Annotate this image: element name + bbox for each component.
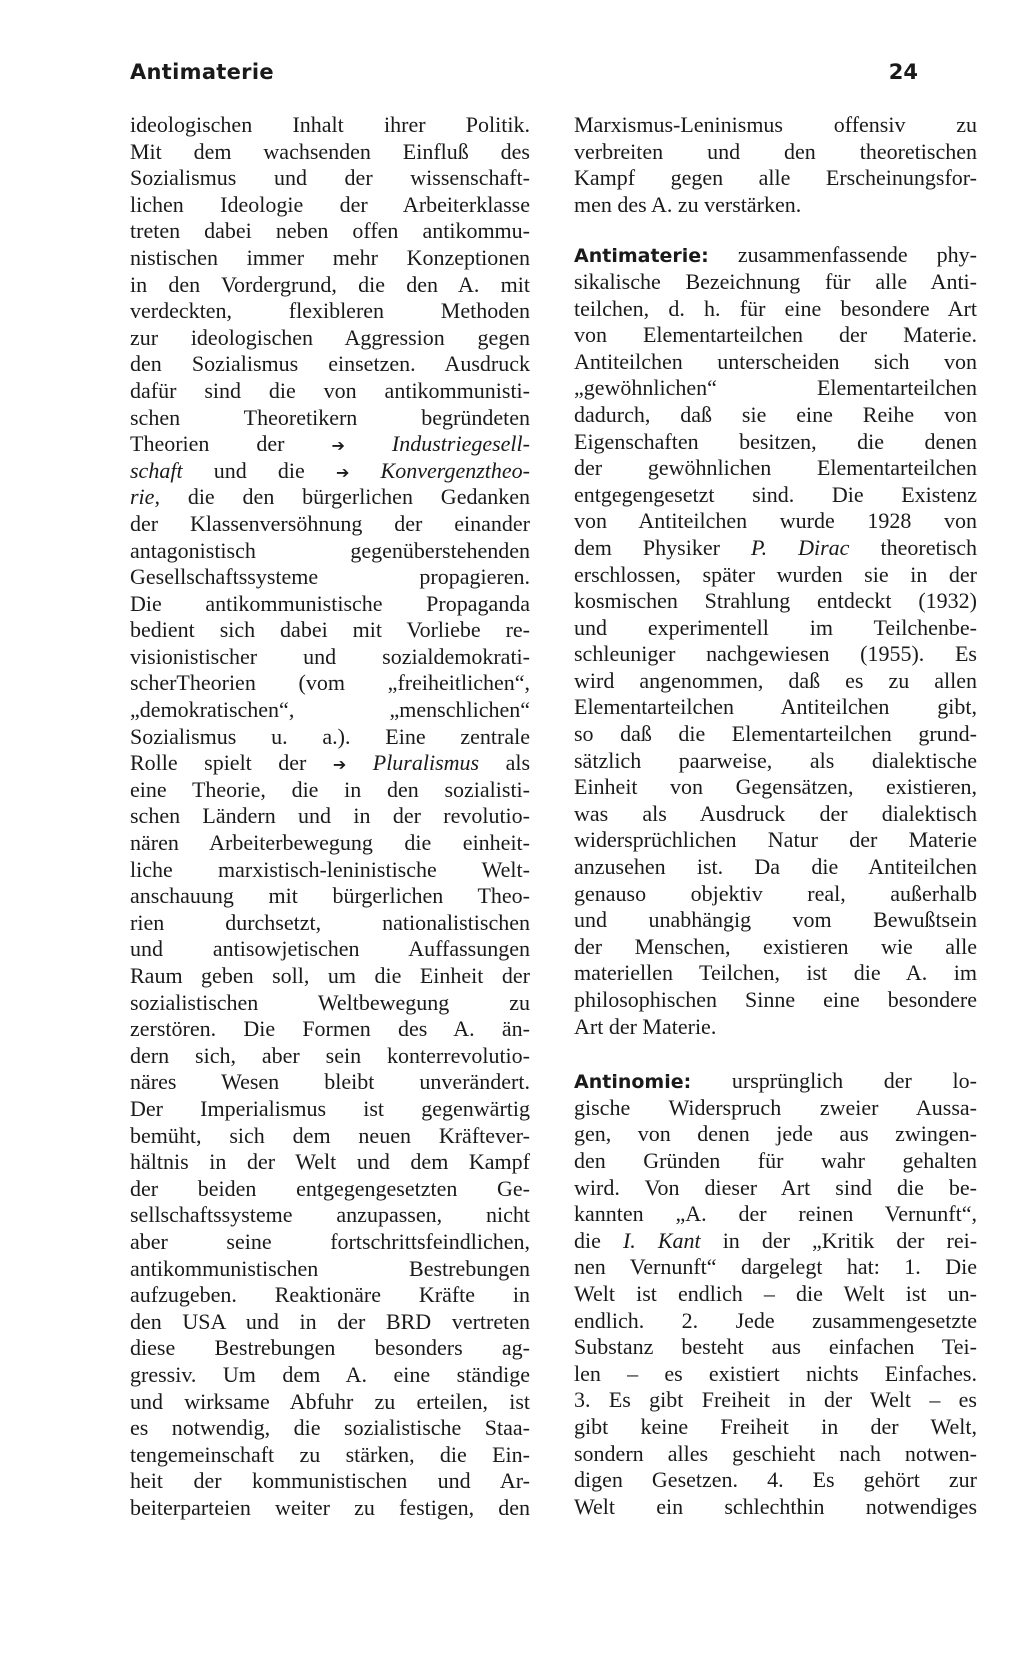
entry-continuation xyxy=(574,112,977,218)
text-segment: Rolle spielt der xyxy=(130,750,307,776)
text-line: Eigenschaften besitzen, die denen xyxy=(574,428,977,454)
text-line: aufzugeben. Reaktionäre Kräfte in xyxy=(130,1282,530,1308)
entry-first-line xyxy=(574,242,977,269)
text-line: dern sich, aber sein konterrevolutio- xyxy=(130,1042,530,1068)
text-line: schen Ländern und in der revolutio- xyxy=(130,803,530,829)
text-line: den Sozialismus einsetzen. Ausdruck xyxy=(130,351,530,377)
text-line: dafür sind die von antikommunisti- xyxy=(130,377,530,403)
text-line: gen, von denen jede aus zwingen- xyxy=(574,1121,977,1147)
text-line: heit der kommunistischen und Ar- xyxy=(130,1468,530,1494)
entry-spacer xyxy=(574,1040,977,1068)
text-line: sozialistischen Weltbewegung zu xyxy=(130,989,530,1015)
text-line: treten dabei neben offen antikommu- xyxy=(130,218,530,244)
text-segment: und die xyxy=(213,457,305,483)
text-line: erschlossen, später wurden sie in der xyxy=(574,561,977,587)
text-line: schleuniger nachgewiesen (1955). Es xyxy=(574,641,977,667)
text-line: es notwendig, die sozialistische Staa- xyxy=(130,1415,530,1441)
entry-spacer xyxy=(574,218,977,242)
cross-reference-arrow-icon: ➔ xyxy=(332,755,347,775)
text-line: Gesellschaftssysteme propagieren. xyxy=(130,564,530,590)
text-line: und unabhängig vom Bewußtsein xyxy=(574,907,977,933)
text-line: den USA und in der BRD vertreten xyxy=(130,1308,530,1334)
text-line: schen Theoretikern begründeten xyxy=(130,404,530,430)
text-line: der Klassenversöhnung der einander xyxy=(130,510,530,536)
text-line: scherTheorien (vom „freiheitlichen“, xyxy=(130,670,530,696)
text-line: anschauung mit bürgerlichen Theo- xyxy=(130,883,530,909)
text-line: den Gründen für wahr gehalten xyxy=(574,1147,977,1173)
person-name-dirac: P. Dirac xyxy=(750,534,850,560)
text-line: verbreiten und den theoretischen xyxy=(574,138,977,164)
entry-first-line xyxy=(574,1068,977,1095)
text-line: der gewöhnlichen Elementarteilchen xyxy=(574,455,977,481)
text-segment: in der „Kritik der rei- xyxy=(722,1227,978,1253)
text-line: 3. Es gibt Freiheit in der Welt – es xyxy=(574,1387,977,1413)
text-line: liche marxistisch-leninistische Welt- xyxy=(130,856,530,882)
text-line: bedient sich dabei mit Vorliebe re- xyxy=(130,617,530,643)
text-line: tengemeinschaft zu stärken, die Ein- xyxy=(130,1441,530,1467)
text-line: gressiv. Um dem A. eine ständige xyxy=(130,1361,530,1387)
entry-term-antinomie: Antinomie: xyxy=(574,1071,692,1094)
text-line: hältnis in der Welt und dem Kampf xyxy=(130,1149,530,1175)
text-line: diese Bestrebungen besonders ag- xyxy=(130,1335,530,1361)
running-head-word: Antimaterie xyxy=(130,60,274,84)
text-line: Raum geben soll, um die Einheit der xyxy=(130,963,530,988)
cross-reference-industriegesellschaft[interactable]: Industriegesell- xyxy=(391,431,530,457)
text-line: antikommunistischen Bestrebungen xyxy=(130,1255,530,1281)
cross-reference-konvergenztheorie-cont[interactable]: rie, xyxy=(130,484,160,510)
entry-term-antimaterie: Antimaterie: xyxy=(574,245,709,268)
text-line-crossref xyxy=(130,431,530,458)
text-line: Einheit von Gegensätzen, existieren, xyxy=(574,774,977,800)
text-line: gibt keine Freiheit in der Welt, xyxy=(574,1413,977,1439)
text-line: visionistischer und sozialdemokrati- xyxy=(130,643,530,669)
entry-antinomie xyxy=(574,1068,977,1520)
text-line: aber seine fortschrittsfeindlichen, xyxy=(130,1228,530,1254)
text-line: nistischen immer mehr Konzeptionen xyxy=(130,244,530,270)
text-line: „demokratischen“, „menschlichen“ xyxy=(130,697,530,723)
text-line: Sozialismus u. a.). Eine zentrale xyxy=(130,723,530,749)
text-line: digen Gesetzen. 4. Es gehört zur xyxy=(574,1467,977,1493)
entry-antimaterie xyxy=(574,242,977,1040)
text-line: sikalische Bezeichnung für alle Anti- xyxy=(574,268,977,294)
text-line: Kampf gegen alle Erscheinungsfor- xyxy=(574,165,977,191)
text-line: wird. Von dieser Art sind die be- xyxy=(574,1174,977,1200)
text-line: men des A. zu verstärken. xyxy=(574,191,802,217)
text-line: zerstören. Die Formen des A. än- xyxy=(130,1016,530,1042)
cross-reference-arrow-icon: ➔ xyxy=(335,462,350,482)
text-line: Mit dem wachsenden Einfluß des xyxy=(130,138,530,164)
text-line: ideologischen Inhalt ihrer Politik. xyxy=(130,112,530,137)
person-name-kant: I. Kant xyxy=(622,1227,701,1253)
text-line: Welt ein schlechthin notwendiges xyxy=(574,1493,977,1519)
text-line: endlich. 2. Jede zusammengesetzte xyxy=(574,1307,977,1333)
text-line: philosophischen Sinne eine besondere xyxy=(574,987,977,1012)
text-line: genauso objektiv real, außerhalb xyxy=(574,880,977,906)
text-line-crossref xyxy=(130,750,530,777)
text-line: Sozialismus und der wissenschaft- xyxy=(130,165,530,191)
text-line: Welt ist endlich – die Welt ist un- xyxy=(574,1280,977,1306)
text-line: und wirksame Abfuhr zu erteilen, ist xyxy=(130,1388,530,1414)
text-line: der beiden entgegengesetzten Ge- xyxy=(130,1175,530,1201)
text-segment: die den bürgerlichen Gedanken xyxy=(187,484,530,510)
text-line: sätzlich paarweise, als dialektische xyxy=(574,747,977,773)
text-line: len – es existiert nichts Einfaches. xyxy=(574,1360,977,1386)
text-segment: zusammenfassende phy- xyxy=(737,242,977,268)
text-segment: ursprünglich der lo- xyxy=(731,1068,977,1094)
text-segment: Theorien der xyxy=(130,431,285,457)
cross-reference-arrow-icon: ➔ xyxy=(331,436,345,456)
text-line: lichen Ideologie der Arbeiterklasse xyxy=(130,191,530,217)
text-segment: als xyxy=(505,750,531,776)
text-line: widersprüchlichen Natur der Materie xyxy=(574,827,977,853)
cross-reference-industriegesellschaft-cont[interactable]: schaft xyxy=(130,457,183,483)
running-head xyxy=(130,60,918,92)
text-line: antagonistisch gegenüberstehenden xyxy=(130,537,530,563)
text-line: so daß die Elementarteilchen grund- xyxy=(574,721,977,747)
text-line: Art der Materie. xyxy=(574,1013,717,1039)
text-line: sondern alles geschieht nach notwen- xyxy=(574,1440,977,1466)
text-line: rien durchsetzt, nationalistischen xyxy=(130,909,530,935)
text-line-crossref xyxy=(130,458,530,485)
right-column xyxy=(574,112,977,1520)
text-line: kosmischen Strahlung entdeckt (1932) xyxy=(574,588,977,614)
text-line: nen Vernunft“ dargelegt hat: 1. Die xyxy=(574,1254,977,1280)
text-line: „gewöhnlichen“ Elementarteilchen xyxy=(574,375,977,401)
text-line: bemüht, sich dem neuen Kräftever- xyxy=(130,1122,530,1148)
cross-reference-konvergenztheorie[interactable]: Konvergenztheo- xyxy=(380,457,531,483)
text-line: kannten „A. der reinen Vernunft“, xyxy=(574,1201,977,1227)
text-line: was als Ausdruck der dialektisch xyxy=(574,800,977,826)
text-line-person xyxy=(574,1228,977,1255)
text-line: von Antiteilchen wurde 1928 von xyxy=(574,508,977,534)
text-line: Die antikommunistische Propaganda xyxy=(130,590,530,616)
text-line: in den Vordergrund, die den A. mit xyxy=(130,271,530,297)
text-line: der Menschen, existieren wie alle xyxy=(574,933,977,959)
text-line: näres Wesen bleibt unverändert. xyxy=(130,1069,530,1095)
text-line: anzusehen ist. Da die Antiteilchen xyxy=(574,854,977,880)
text-line: teilchen, d. h. für eine besondere Art xyxy=(574,295,977,321)
text-line: gische Widerspruch zweier Aussa- xyxy=(574,1094,977,1120)
text-line: Substanz besteht aus einfachen Tei- xyxy=(574,1334,977,1360)
left-column xyxy=(130,112,530,1521)
text-line: wird angenommen, daß es zu allen xyxy=(574,667,977,693)
text-line: zur ideologischen Aggression gegen xyxy=(130,324,530,350)
text-line: verdeckten, flexibleren Methoden xyxy=(130,298,530,324)
text-segment: die xyxy=(574,1227,601,1253)
text-line: eine Theorie, die in den sozialisti- xyxy=(130,776,530,802)
text-line: beiterparteien weiter zu festigen, den xyxy=(130,1494,530,1520)
text-line: materiellen Teilchen, ist die A. im xyxy=(574,960,977,986)
text-line-crossref xyxy=(130,484,530,511)
text-line: entgegengesetzt sind. Die Existenz xyxy=(574,481,977,507)
text-segment: theoretisch xyxy=(880,534,978,560)
text-line: und antisowjetischen Auffassungen xyxy=(130,936,530,962)
text-line: nären Arbeiterbewegung die einheit- xyxy=(130,830,530,856)
page-number: 24 xyxy=(888,60,918,84)
text-line: von Elementarteilchen der Materie. xyxy=(574,322,977,348)
text-line: Antiteilchen unterscheiden sich von xyxy=(574,348,977,374)
text-line: und experimentell im Teilchenbe- xyxy=(574,614,977,640)
text-line: dadurch, daß sie eine Reihe von xyxy=(574,401,977,427)
text-line: Marxismus-Leninismus offensiv zu xyxy=(574,112,977,137)
text-segment: dem Physiker xyxy=(574,534,720,560)
text-line: sellschaftssysteme anzupassen, nicht xyxy=(130,1202,530,1228)
cross-reference-pluralismus[interactable]: Pluralismus xyxy=(372,750,480,776)
text-line-person xyxy=(574,535,977,562)
text-line: Elementarteilchen Antiteilchen gibt, xyxy=(574,694,977,720)
text-line: Der Imperialismus ist gegenwärtig xyxy=(130,1095,530,1121)
